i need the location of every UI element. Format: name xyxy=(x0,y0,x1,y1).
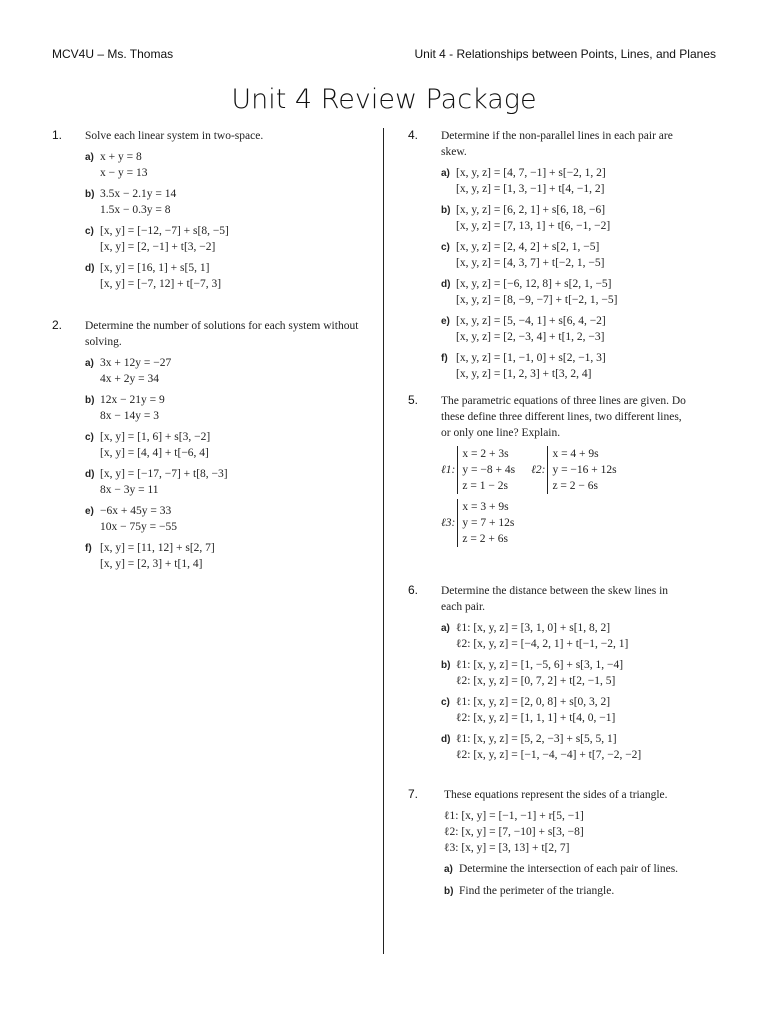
part-equations xyxy=(100,466,228,498)
part-label: a) xyxy=(85,152,94,163)
question-stem: These equations represent the sides of a triangle. xyxy=(444,789,668,801)
question-parts xyxy=(85,355,365,572)
question-body xyxy=(85,128,365,297)
part-equations xyxy=(100,186,176,218)
question-part xyxy=(441,731,686,763)
question-part xyxy=(441,657,686,689)
equation-line: z = 2 − 6s xyxy=(552,480,598,492)
question-part xyxy=(441,239,681,271)
equation-line: [x, y, z] = [4, 7, −1] + s[−2, 1, 2] xyxy=(456,167,606,179)
part-equations xyxy=(456,657,623,689)
part-label: b) xyxy=(85,395,95,406)
part-label: d) xyxy=(441,279,451,290)
equation-line: ℓ3: [x, y] = [3, 13] + t[2, 7] xyxy=(444,842,570,854)
equation-line: ℓ2: [x, y, z] = [−1, −4, −4] + t[7, −2, −2] xyxy=(456,749,642,761)
equation-line: [x, y, z] = [−6, 12, 8] + s[2, 1, −5] xyxy=(456,278,612,290)
part-equations xyxy=(100,355,171,387)
equation-line: −6x + 45y = 33 xyxy=(100,505,172,517)
equation-line: [x, y, z] = [2, −3, 4] + t[1, 2, −3] xyxy=(456,331,605,343)
question-number: 5. xyxy=(408,393,419,407)
question-body xyxy=(444,787,684,905)
equation-line: x = 4 + 9s xyxy=(552,448,599,460)
part-label: b) xyxy=(441,660,451,671)
question-part xyxy=(444,883,684,900)
question-part xyxy=(85,260,365,292)
equation-line: ℓ2: [x, y, z] = [0, 7, 2] + t[2, −1, 5] xyxy=(456,675,616,687)
question-part xyxy=(441,276,681,308)
question-part xyxy=(85,503,365,535)
equation-line: 1.5x − 0.3y = 8 xyxy=(100,204,171,216)
system-brace xyxy=(547,446,616,494)
equation-line: ℓ2: [x, y, z] = [1, 1, 1] + t[4, 0, −1] xyxy=(456,712,616,724)
part-equations xyxy=(100,540,215,572)
triangle-equations xyxy=(444,808,684,856)
equation-line: [x, y, z] = [1, 2, 3] + t[3, 2, 4] xyxy=(456,368,592,380)
question-number: 2. xyxy=(52,318,63,332)
equation-line: [x, y] = [11, 12] + s[2, 7] xyxy=(100,542,215,554)
equation-line: ℓ1: [x, y, z] = [3, 1, 0] + s[1, 8, 2] xyxy=(456,622,611,634)
system-row xyxy=(441,499,686,547)
question-stem: Determine if the non-parallel lines in each pair are skew. xyxy=(441,130,673,158)
part-label: c) xyxy=(441,242,450,253)
equation-line: ℓ2: [x, y] = [7, −10] + s[3, −8] xyxy=(444,826,584,838)
equation-line: [x, y] = [−12, −7] + s[8, −5] xyxy=(100,225,229,237)
equation-line: [x, y] = [2, −1] + t[3, −2] xyxy=(100,241,216,253)
equation-line: ℓ1: [x, y, z] = [2, 0, 8] + s[0, 3, 2] xyxy=(456,696,611,708)
equation-line: [x, y] = [4, 4] + t[−6, 4] xyxy=(100,447,209,459)
question-body xyxy=(441,393,686,547)
equation-line: x = 3 + 9s xyxy=(462,501,509,513)
part-label: f) xyxy=(85,543,92,554)
equation-line: [x, y] = [1, 6] + s[3, −2] xyxy=(100,431,211,443)
question-part xyxy=(85,355,365,387)
question-number: 7. xyxy=(408,787,419,801)
question-number: 1. xyxy=(52,128,63,142)
part-label: c) xyxy=(85,226,94,237)
equation-line: [x, y, z] = [4, 3, 7] + t[−2, 1, −5] xyxy=(456,257,605,269)
equation-line: ℓ1: [x, y] = [−1, −1] + r[5, −1] xyxy=(444,810,584,822)
equation-line: x − y = 13 xyxy=(100,167,148,179)
question-stem: Determine the distance between the skew lines in each pair. xyxy=(441,585,669,613)
question-part xyxy=(85,223,365,255)
equation-line: [x, y] = [16, 1] + s[5, 1] xyxy=(100,262,210,274)
equation-line: [x, y, z] = [1, 3, −1] + t[4, −1, 2] xyxy=(456,183,605,195)
question-body xyxy=(441,583,686,768)
part-label: d) xyxy=(441,734,451,745)
question-parts xyxy=(85,149,365,292)
equation-line: 4x + 2y = 34 xyxy=(100,373,159,385)
line-name: ℓ1: xyxy=(441,464,456,476)
equation-line: y = −16 + 12s xyxy=(552,464,617,476)
question-part xyxy=(441,620,686,652)
question-part xyxy=(85,186,365,218)
page-title: Unit 4 Review Package xyxy=(231,84,537,115)
part-equations xyxy=(100,223,229,255)
question-part xyxy=(444,861,684,878)
parametric-systems xyxy=(441,446,686,547)
equation-line: [x, y] = [−7, 12] + t[−7, 3] xyxy=(100,278,222,290)
part-label: d) xyxy=(85,263,95,274)
equation-line: 8x − 3y = 11 xyxy=(100,484,159,496)
equation-line: x + y = 8 xyxy=(100,151,142,163)
question-part xyxy=(441,350,681,382)
part-equations xyxy=(456,313,606,345)
equation-line: [x, y, z] = [7, 13, 1] + t[6, −1, −2] xyxy=(456,220,611,232)
question-part xyxy=(441,694,686,726)
question-part xyxy=(441,202,681,234)
parametric-system xyxy=(441,446,515,494)
equation-line: ℓ1: [x, y, z] = [1, −5, 6] + s[3, 1, −4] xyxy=(456,659,624,671)
part-equations xyxy=(456,694,615,726)
part-equations xyxy=(456,165,606,197)
part-label: b) xyxy=(441,205,451,216)
equation-line: [x, y, z] = [8, −9, −7] + t[−2, 1, −5] xyxy=(456,294,618,306)
equation-line: [x, y] = [−17, −7] + t[8, −3] xyxy=(100,468,228,480)
equation-line: z = 1 − 2s xyxy=(462,480,508,492)
question-part xyxy=(85,429,365,461)
part-equations xyxy=(456,202,610,234)
equation-line: 12x − 21y = 9 xyxy=(100,394,165,406)
system-row xyxy=(441,446,686,494)
course-header: MCV4U – Ms. Thomas xyxy=(52,47,174,61)
question-body xyxy=(85,318,365,577)
question-number: 6. xyxy=(408,583,419,597)
part-label: c) xyxy=(85,432,94,443)
part-equations xyxy=(456,620,628,652)
part-label: b) xyxy=(85,189,95,200)
part-text: Determine the intersection of each pair of lines. xyxy=(459,863,679,875)
part-equations xyxy=(456,276,617,308)
equation-line: z = 2 + 6s xyxy=(462,533,508,545)
question-part xyxy=(441,165,681,197)
equation-line: [x, y, z] = [5, −4, 1] + s[6, 4, −2] xyxy=(456,315,606,327)
question-part xyxy=(441,313,681,345)
system-brace xyxy=(457,499,514,547)
equation-line: 10x − 75y = −55 xyxy=(100,521,177,533)
part-equations xyxy=(100,392,165,424)
part-label: e) xyxy=(441,316,450,327)
equation-line: [x, y] = [2, 3] + t[1, 4] xyxy=(100,558,203,570)
question-parts xyxy=(444,861,684,900)
part-equations xyxy=(456,350,606,382)
equation-line: [x, y, z] = [1, −1, 0] + s[2, −1, 3] xyxy=(456,352,606,364)
question-part xyxy=(85,392,365,424)
part-label: f) xyxy=(441,353,448,364)
unit-header: Unit 4 - Relationships between Points, Lines, and Planes xyxy=(414,47,716,61)
question-part xyxy=(85,149,365,181)
part-equations xyxy=(456,239,604,271)
part-equations xyxy=(100,149,147,181)
equation-line: [x, y, z] = [2, 4, 2] + s[2, 1, −5] xyxy=(456,241,600,253)
equation-line: y = −8 + 4s xyxy=(462,464,516,476)
parametric-system xyxy=(441,499,514,547)
question-stem: The parametric equations of three lines are given. Do these define three different lines, two different lines, or only one line? Explain. xyxy=(441,395,686,439)
equation-line: 3x + 12y = −27 xyxy=(100,357,172,369)
part-label: c) xyxy=(441,697,450,708)
question-part xyxy=(85,540,365,572)
part-equations xyxy=(456,731,641,763)
part-label: e) xyxy=(85,506,94,517)
line-name: ℓ3: xyxy=(441,517,456,529)
line-name: ℓ2: xyxy=(531,464,546,476)
equation-line: 3.5x − 2.1y = 14 xyxy=(100,188,177,200)
system-brace xyxy=(457,446,515,494)
question-stem: Determine the number of solutions for each system without solving. xyxy=(85,320,359,348)
question-part xyxy=(85,466,365,498)
equation-line: 8x − 14y = 3 xyxy=(100,410,159,422)
equation-line: y = 7 + 12s xyxy=(462,517,515,529)
parametric-system xyxy=(531,446,617,494)
question-stem: Solve each linear system in two-space. xyxy=(85,130,264,142)
question-number: 4. xyxy=(408,128,419,142)
question-parts xyxy=(441,620,686,763)
part-equations xyxy=(100,260,221,292)
part-label: b) xyxy=(444,886,454,897)
part-label: a) xyxy=(441,168,450,179)
part-label: a) xyxy=(441,623,450,634)
equation-line: x = 2 + 3s xyxy=(462,448,509,460)
question-body xyxy=(441,128,681,387)
part-label: a) xyxy=(444,864,453,875)
equation-line: ℓ1: [x, y, z] = [5, 2, −3] + s[5, 5, 1] xyxy=(456,733,617,745)
part-label: a) xyxy=(85,358,94,369)
part-equations xyxy=(100,503,177,535)
part-equations xyxy=(100,429,210,461)
question-parts xyxy=(441,165,681,382)
equation-line: [x, y, z] = [6, 2, 1] + s[6, 18, −6] xyxy=(456,204,606,216)
equation-line: ℓ2: [x, y, z] = [−4, 2, 1] + t[−1, −2, 1] xyxy=(456,638,629,650)
column-divider xyxy=(383,128,384,954)
part-label: d) xyxy=(85,469,95,480)
part-text: Find the perimeter of the triangle. xyxy=(459,885,615,897)
